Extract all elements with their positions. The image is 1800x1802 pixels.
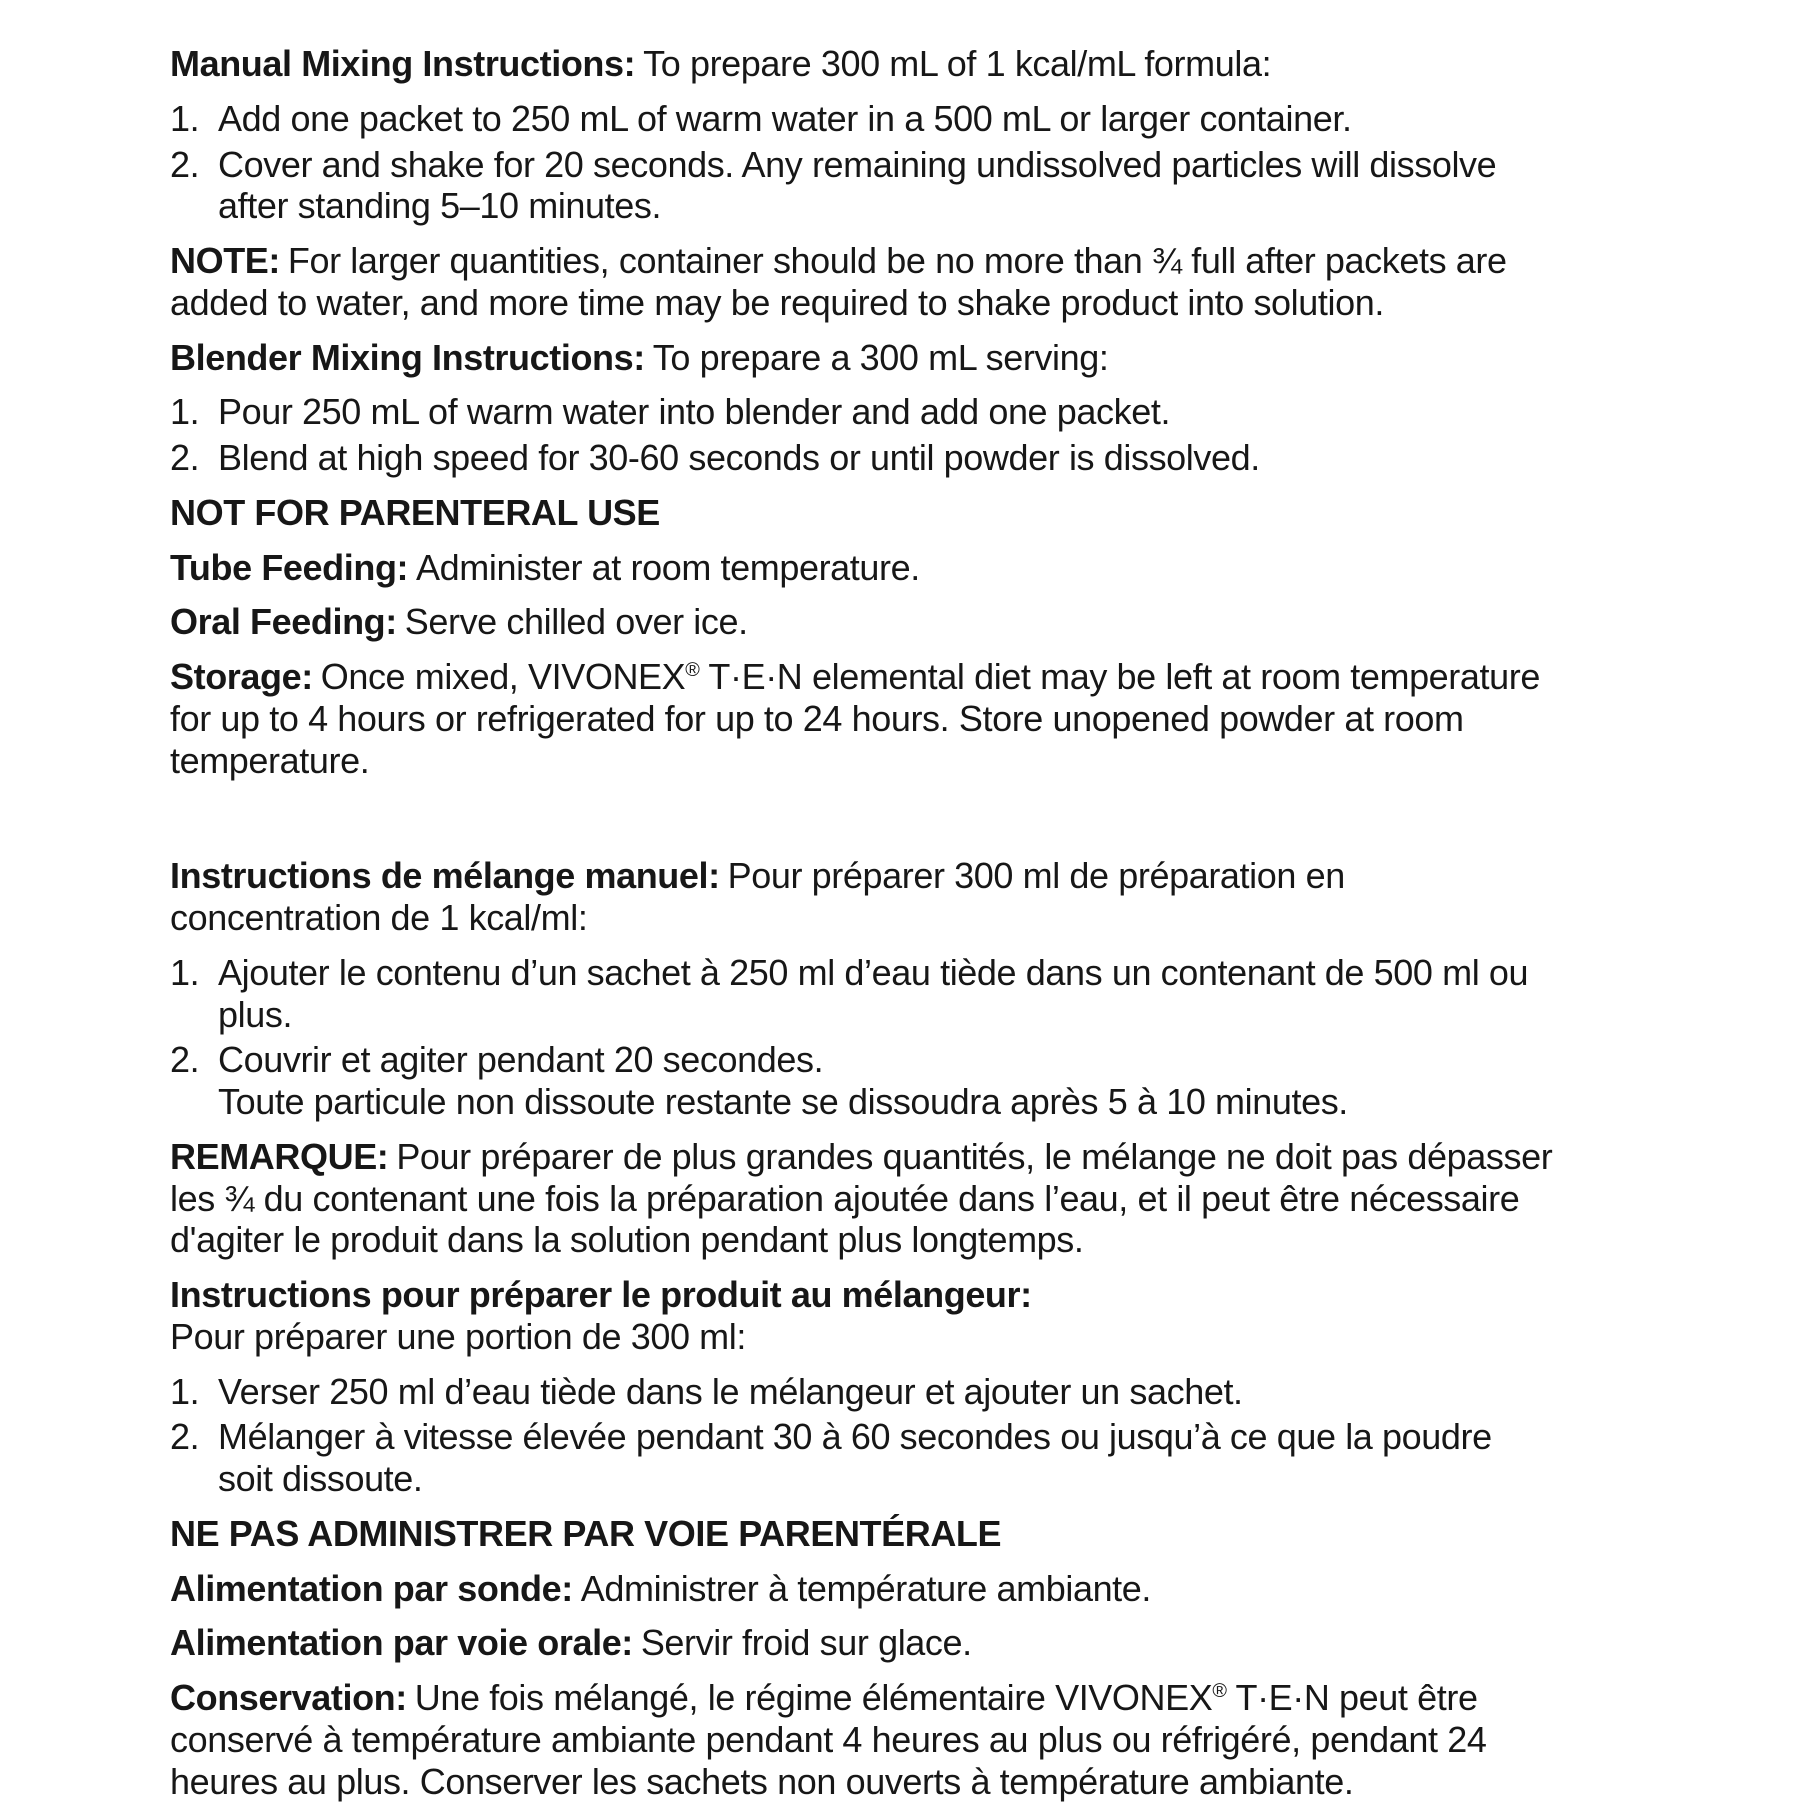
step-text: Ajouter le contenu d’un sachet à 250 ml d’eau tiède dans un contenant de 500 ml ou plus. xyxy=(218,951,1529,1035)
storage-text-2: T·E·N elemental diet may be left at room temperature for up to 4 hours or refrigerated for up to 24 hours. Store unopened powder at room temperature. xyxy=(170,656,1540,781)
step-text: Verser 250 ml d’eau tiède dans le mélangeur et ajouter un sachet. xyxy=(218,1370,1243,1412)
fr-oral-feeding-label: Alimentation par voie orale: xyxy=(170,1622,633,1664)
manual-mixing-intro: To prepare 300 mL of 1 kcal/mL formula: xyxy=(643,43,1272,84)
note-paragraph xyxy=(170,240,1555,324)
registered-trademark-symbol: ® xyxy=(1212,1680,1227,1702)
fr-oral-feeding-text: Servir froid sur glace. xyxy=(640,1622,972,1664)
fr-blender-step-1 xyxy=(170,1371,1555,1413)
note-text: For larger quantities, container should be no more than ¾ full after packets are added to water, and more time may be required to shake product into solution. xyxy=(170,240,1507,323)
fr-blender-step-2 xyxy=(170,1416,1555,1500)
step-number: 2. xyxy=(170,1416,200,1458)
section-french xyxy=(170,855,1555,1802)
fr-manual-step-1 xyxy=(170,952,1555,1036)
blender-mixing-intro: To prepare a 300 mL serving: xyxy=(652,336,1109,378)
fr-tube-feeding-paragraph xyxy=(170,1568,1555,1610)
step-number: 1. xyxy=(170,97,200,139)
step-number: 2. xyxy=(170,437,200,478)
note-label: NOTE: xyxy=(170,240,280,281)
storage-text-1: Once mixed, VIVONEX xyxy=(320,656,686,697)
fr-tube-feeding-text: Administrer à température ambiante. xyxy=(580,1567,1152,1609)
fr-parenteral-warning: NE PAS ADMINISTRER PAR VOIE PARENTÉRALE xyxy=(170,1512,1002,1554)
manual-mixing-label: Manual Mixing Instructions: xyxy=(170,43,636,84)
tube-feeding-label: Tube Feeding: xyxy=(170,546,409,588)
tube-feeding-text: Administer at room temperature. xyxy=(416,546,920,588)
fr-manual-mixing-label: Instructions de mélange manuel: xyxy=(170,855,720,897)
fr-manual-step-2 xyxy=(170,1039,1555,1123)
blender-step-1 xyxy=(170,391,1555,433)
step-text: Add one packet to 250 mL of warm water in a 500 mL or larger container. xyxy=(218,97,1352,139)
step-number: 2. xyxy=(170,1039,200,1081)
step-text-line-2: Toute particule non dissoute restante se dissoudra après 5 à 10 minutes. xyxy=(218,1081,1348,1122)
storage-paragraph xyxy=(170,656,1555,781)
fr-manual-mixing-intro: Pour préparer 300 ml de préparation en concentration de 1 kcal/ml: xyxy=(170,855,1345,938)
fr-tube-feeding-label: Alimentation par sonde: xyxy=(170,1567,573,1609)
step-text-line-1: Couvrir et agiter pendant 20 secondes. xyxy=(218,1039,824,1081)
fr-manual-mixing-heading xyxy=(170,855,1555,939)
tube-feeding-paragraph xyxy=(170,547,1555,589)
blender-mixing-label: Blender Mixing Instructions: xyxy=(170,336,645,378)
fr-remarque-text: Pour préparer de plus grandes quantités, le mélange ne doit pas dépasser les ¾ du contenant une fois la préparation ajoutée dans l’eau, et il peut être nécessaire d'agiter le produit dans la solution pendant plus longtemps. xyxy=(170,1135,1553,1261)
blender-mixing-heading xyxy=(170,337,1555,379)
fr-blender-mixing-intro: Pour préparer une portion de 300 ml: xyxy=(170,1315,746,1357)
registered-trademark-symbol: ® xyxy=(685,659,700,681)
oral-feeding-text: Serve chilled over ice. xyxy=(404,601,748,643)
blender-step-2 xyxy=(170,437,1555,479)
manual-step-1 xyxy=(170,98,1555,140)
step-text xyxy=(218,1039,1555,1123)
section-english xyxy=(170,43,1555,781)
manual-mixing-heading xyxy=(170,43,1555,85)
parenteral-warning: NOT FOR PARENTERAL USE xyxy=(170,491,660,533)
oral-feeding-paragraph xyxy=(170,601,1555,643)
fr-conservation-paragraph xyxy=(170,1677,1555,1802)
fr-blender-mixing-heading xyxy=(170,1274,1555,1358)
step-number: 1. xyxy=(170,391,200,433)
fr-conservation-text-2: T·E·N peut être conservé à température ambiante pendant 4 heures au plus ou réfrigéré, pendant 24 heures au plus. Conserver les sachets non ouverts à température ambiante. xyxy=(170,1677,1487,1802)
fr-remarque-paragraph xyxy=(170,1136,1555,1261)
step-text: Pour 250 mL of warm water into blender and add one packet. xyxy=(218,391,1171,433)
step-text: Blend at high speed for 30-60 seconds or until powder is dissolved. xyxy=(218,437,1260,478)
fr-blender-mixing-label: Instructions pour préparer le produit au mélangeur: xyxy=(170,1274,1032,1315)
step-number: 2. xyxy=(170,143,200,185)
step-text: Cover and shake for 20 seconds. Any remaining undissolved particles will dissolve after standing 5–10 minutes. xyxy=(218,143,1497,227)
oral-feeding-label: Oral Feeding: xyxy=(170,601,397,643)
manual-step-2 xyxy=(170,144,1555,228)
step-number: 1. xyxy=(170,1370,200,1412)
fr-conservation-label: Conservation: xyxy=(170,1677,407,1718)
fr-remarque-label: REMARQUE: xyxy=(170,1135,389,1177)
storage-label: Storage: xyxy=(170,656,313,697)
step-number: 1. xyxy=(170,951,200,993)
language-divider-gap xyxy=(170,794,1555,842)
fr-oral-feeding-paragraph xyxy=(170,1622,1555,1664)
step-text: Mélanger à vitesse élevée pendant 30 à 60 secondes ou jusqu’à ce que la poudre soit dissoute. xyxy=(218,1416,1492,1499)
fr-conservation-text-1: Une fois mélangé, le régime élémentaire VIVONEX xyxy=(414,1677,1213,1718)
